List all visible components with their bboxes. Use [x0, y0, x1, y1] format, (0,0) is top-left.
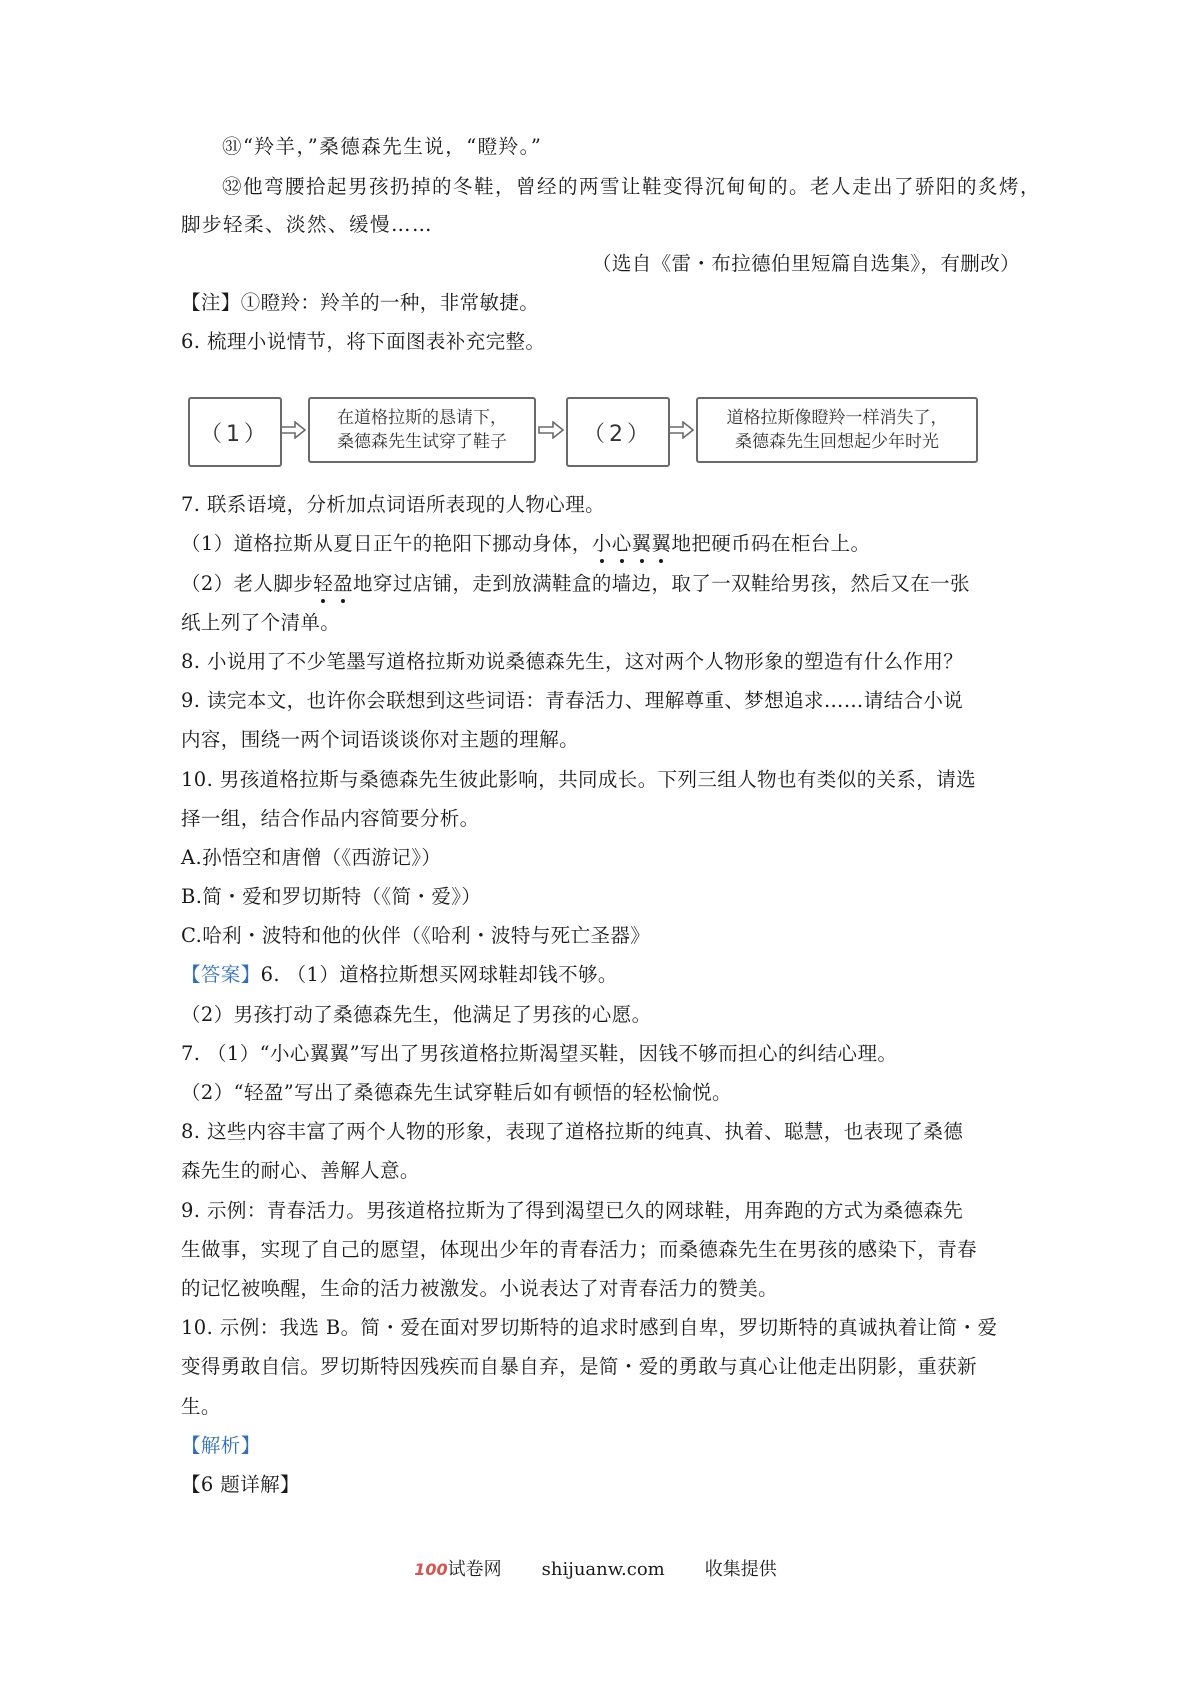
- sentence-text: 地把硬币码在柜台上。: [671, 532, 871, 555]
- answer-6-2: （2）男孩打动了桑德森先生，他满足了男孩的心愿。: [181, 1003, 652, 1026]
- plot-flow-chart: [188, 393, 980, 473]
- answer-10-cont-1: 变得勇敢自信。罗切斯特因残疾而自暴自弃，是简・爱的勇敢与真心让他走出阴影，重获新: [181, 1355, 978, 1378]
- flow-arrow-icon: [280, 421, 306, 439]
- emphasis-dot-char: 轻: [313, 570, 333, 598]
- dotted-word: [313, 572, 353, 595]
- answer-text: 6. （1）道格拉斯想买网球鞋却钱不够。: [260, 963, 618, 986]
- question-9-cont: 内容，围绕一两个词语谈谈你对主题的理解。: [181, 728, 580, 751]
- question-10-cont: 择一组，结合作品内容简要分析。: [181, 807, 480, 830]
- question-7-sentence-2: [181, 570, 1021, 598]
- question-9: 9. 读完本文，也许你会联想到这些词语：青春活力、理解尊重、梦想追求……请结合小说: [181, 689, 964, 712]
- option-b: B.简・爱和罗切斯特（《简・爱》）: [181, 885, 482, 908]
- answer-7-2: （2）“轻盈”写出了桑德森先生试穿鞋后如有顿悟的轻松愉悦。: [181, 1081, 732, 1104]
- flow-box-2-line2: 桑德森先生试穿了鞋子: [337, 432, 507, 452]
- answer-6-1: [181, 961, 1021, 989]
- site-name: 试卷网: [447, 1559, 502, 1580]
- answer-9: 9. 示例：青春活力。男孩道格拉斯为了得到渴望已久的网球鞋，用奔跑的方式为桑德森先: [181, 1199, 964, 1222]
- option-a: A.孙悟空和唐僧（《西游记》）: [181, 846, 442, 869]
- question-10: 10. 男孩道格拉斯与桑德森先生彼此影响，共同成长。下列三组人物也有类似的关系，请选: [181, 768, 977, 791]
- answer-8-cont: 森先生的耐心、善解人意。: [181, 1159, 420, 1182]
- answer-10-cont-2: 生。: [181, 1395, 221, 1418]
- footnote: 【注】①瞪羚：羚羊的一种，非常敏捷。: [181, 291, 540, 314]
- emphasis-dot-char: 小: [592, 530, 612, 558]
- question-7-sentence-2-cont: 纸上列了个清单。: [181, 611, 341, 634]
- answer-9-cont-2: 的记忆被唤醒，生命的活力被激发。小说表达了对青春活力的赞美。: [181, 1277, 779, 1300]
- answer-7-1: 7. （1）“小心翼翼”写出了男孩道格拉斯渴望买鞋，因钱不够而担心的纠结心理。: [181, 1042, 898, 1065]
- flow-box-4-line1: 道格拉斯像瞪羚一样消失了，: [726, 408, 948, 428]
- answer-label: 【答案】: [181, 963, 261, 986]
- story-paragraph-31: ㉛“羚羊，”桑德森先生说，“瞪羚。”: [222, 135, 543, 158]
- source-citation: （选自《雷・布拉德伯里短篇自选集》，有删改）: [591, 252, 1020, 275]
- question-6: 6. 梳理小说情节，将下面图表补充完整。: [181, 330, 546, 353]
- flow-box-2: [308, 397, 536, 463]
- answer-10: 10. 示例：我选 B。简・爱在面对罗切斯特的追求时感到自卑，罗切斯特的真诚执着让简・爱: [181, 1316, 998, 1339]
- answer-9-cont-1: 生做事，实现了自己的愿望，体现出少年的青春活力；而桑德森先生在男孩的感染下，青春: [181, 1238, 978, 1261]
- site-logo: 100: [414, 1560, 448, 1579]
- emphasis-dot-char: 盈: [333, 570, 353, 598]
- story-paragraph-32: ㉜他弯腰拾起男孩扔掉的冬鞋，曾经的两雪让鞋变得沉甸甸的。老人走出了骄阳的炙烤，: [222, 175, 1042, 198]
- question-7-sentence-1: [181, 530, 1021, 558]
- question-8: 8. 小说用了不少笔墨写道格拉斯劝说桑德森先生，这对两个人物形象的塑造有什么作用？: [181, 650, 964, 673]
- dotted-word: [592, 532, 672, 555]
- sentence-text: （2）老人脚步: [181, 572, 314, 595]
- emphasis-dot-char: 翼: [652, 530, 672, 558]
- flow-box-3: （2）: [566, 397, 670, 467]
- detail-label: 【6 题详解】: [181, 1473, 300, 1496]
- sentence-text: 地穿过店铺，走到放满鞋盒的墙边，取了一双鞋给男孩，然后又在一张: [353, 572, 970, 595]
- footer-credit: 收集提供: [704, 1559, 777, 1580]
- story-paragraph-32-cont: 脚步轻柔、淡然、缓慢……: [181, 213, 434, 236]
- answer-8: 8. 这些内容丰富了两个人物的形象，表现了道格拉斯的纯真、执着、聪慧，也表现了桑德: [181, 1120, 964, 1143]
- flow-box-1: （1）: [188, 397, 282, 467]
- emphasis-dot-char: 翼: [632, 530, 652, 558]
- flow-box-4: [696, 397, 978, 463]
- option-c: C.哈利・波特和他的伙伴（《哈利・波特与死亡圣器》: [181, 924, 651, 947]
- flow-box-2-line1: 在道格拉斯的恳请下，: [337, 408, 507, 428]
- analysis-label: 【解析】: [181, 1434, 261, 1457]
- emphasis-dot-char: 心: [612, 530, 632, 558]
- page-footer: [0, 1555, 1191, 1581]
- flow-arrow-icon: [668, 421, 694, 439]
- question-7: 7. 联系语境，分析加点词语所表现的人物心理。: [181, 493, 606, 516]
- site-domain-link[interactable]: shijuanw.com: [541, 1559, 665, 1580]
- flow-box-4-line2: 桑德森先生回想起少年时光: [735, 432, 939, 452]
- sentence-text: （1）道格拉斯从夏日正午的艳阳下挪动身体，: [181, 532, 592, 555]
- flow-arrow-icon: [538, 421, 564, 439]
